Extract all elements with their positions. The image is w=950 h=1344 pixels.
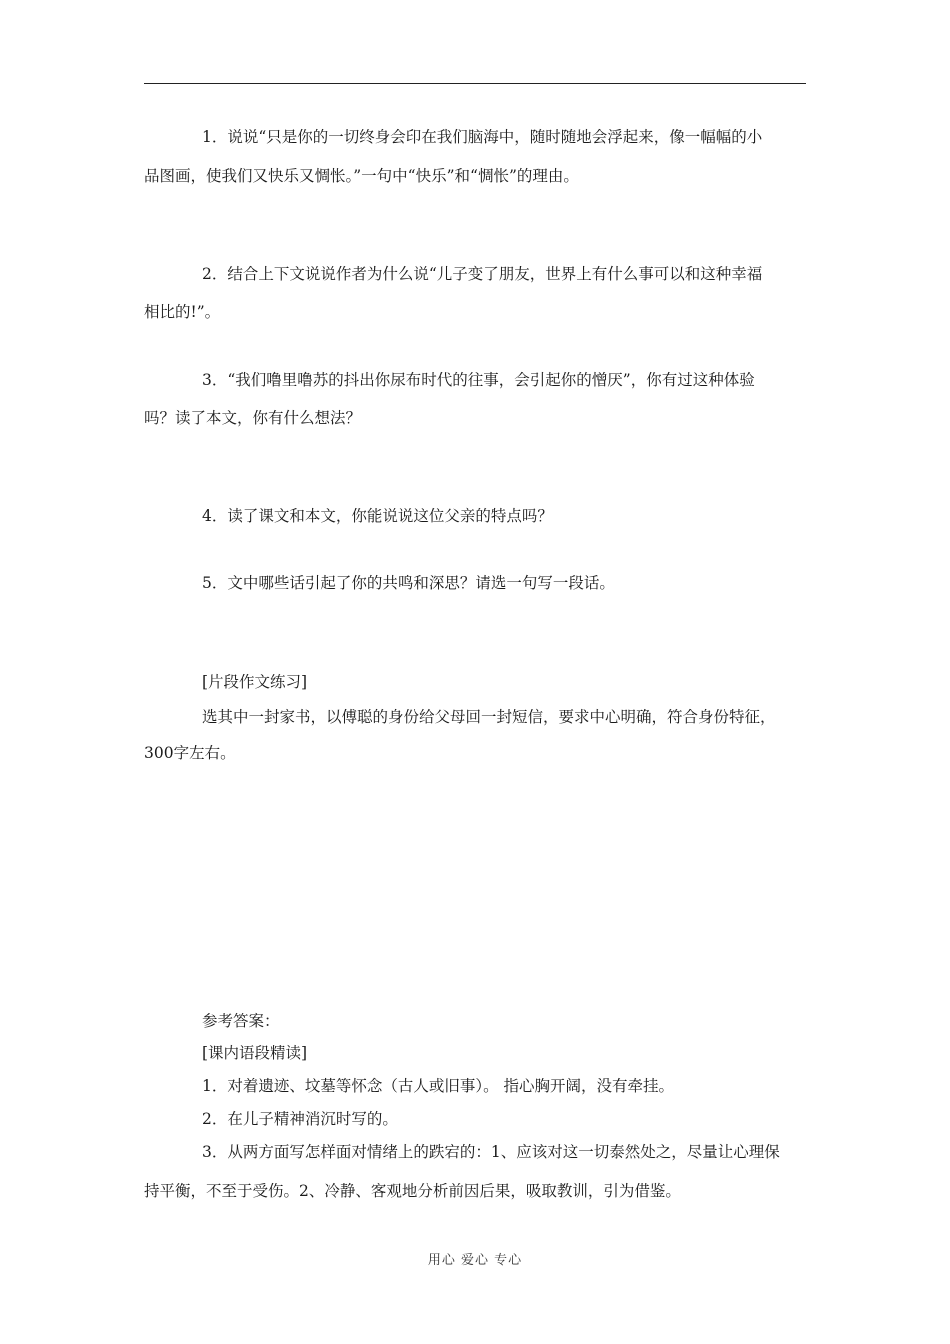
answer-2: 2．在儿子精神消沉时写的。 bbox=[202, 1110, 398, 1128]
answer-3-line-1: 3．从两方面写怎样面对情绪上的跌宕的：1、应该对这一切泰然处之，尽量让心理保 bbox=[202, 1143, 780, 1161]
question-2-line-1: 2．结合上下文说说作者为什么说“儿子变了朋友，世界上有什么事可以和这种幸福 bbox=[202, 265, 763, 283]
question-3-line-2: 吗？读了本文，你有什么想法？ bbox=[144, 409, 362, 427]
writing-practice-line-2: 300字左右。 bbox=[144, 744, 236, 762]
question-1-line-2: 品图画，使我们又快乐又惆怅。”一句中“快乐”和“惆怅”的理由。 bbox=[144, 167, 579, 185]
answers-heading: 参考答案： bbox=[202, 1012, 280, 1030]
question-4: 4．读了课文和本文，你能说说这位父亲的特点吗？ bbox=[202, 507, 553, 525]
writing-practice-heading: [片段作文练习] bbox=[202, 673, 308, 691]
page-footer: 用心 爱心 专心 bbox=[427, 1253, 523, 1268]
answers-section-heading: [课内语段精读] bbox=[202, 1044, 308, 1062]
header-rule bbox=[144, 83, 806, 84]
answer-1: 1．对着遗迹、坟墓等怀念（古人或旧事）。 指心胸开阔，没有牵挂。 bbox=[202, 1077, 675, 1095]
question-2-line-2: 相比的!”。 bbox=[144, 303, 221, 321]
question-5: 5．文中哪些话引起了你的共鸣和深思？请选一句写一段话。 bbox=[202, 574, 615, 592]
question-1-line-1: 1．说说“只是你的一切终身会印在我们脑海中，随时随地会浮起来，像一幅幅的小 bbox=[202, 128, 763, 146]
question-3-line-1: 3．“我们噜里噜苏的抖出你尿布时代的往事，会引起你的憎厌”，你有过这种体验 bbox=[202, 371, 755, 389]
answer-3-line-2: 持平衡，不至于受伤。2、冷静、客观地分析前因后果，吸取教训，引为借鉴。 bbox=[144, 1182, 681, 1200]
writing-practice-line-1: 选其中一封家书，以傅聪的身份给父母回一封短信，要求中心明确，符合身份特征， bbox=[202, 708, 776, 726]
